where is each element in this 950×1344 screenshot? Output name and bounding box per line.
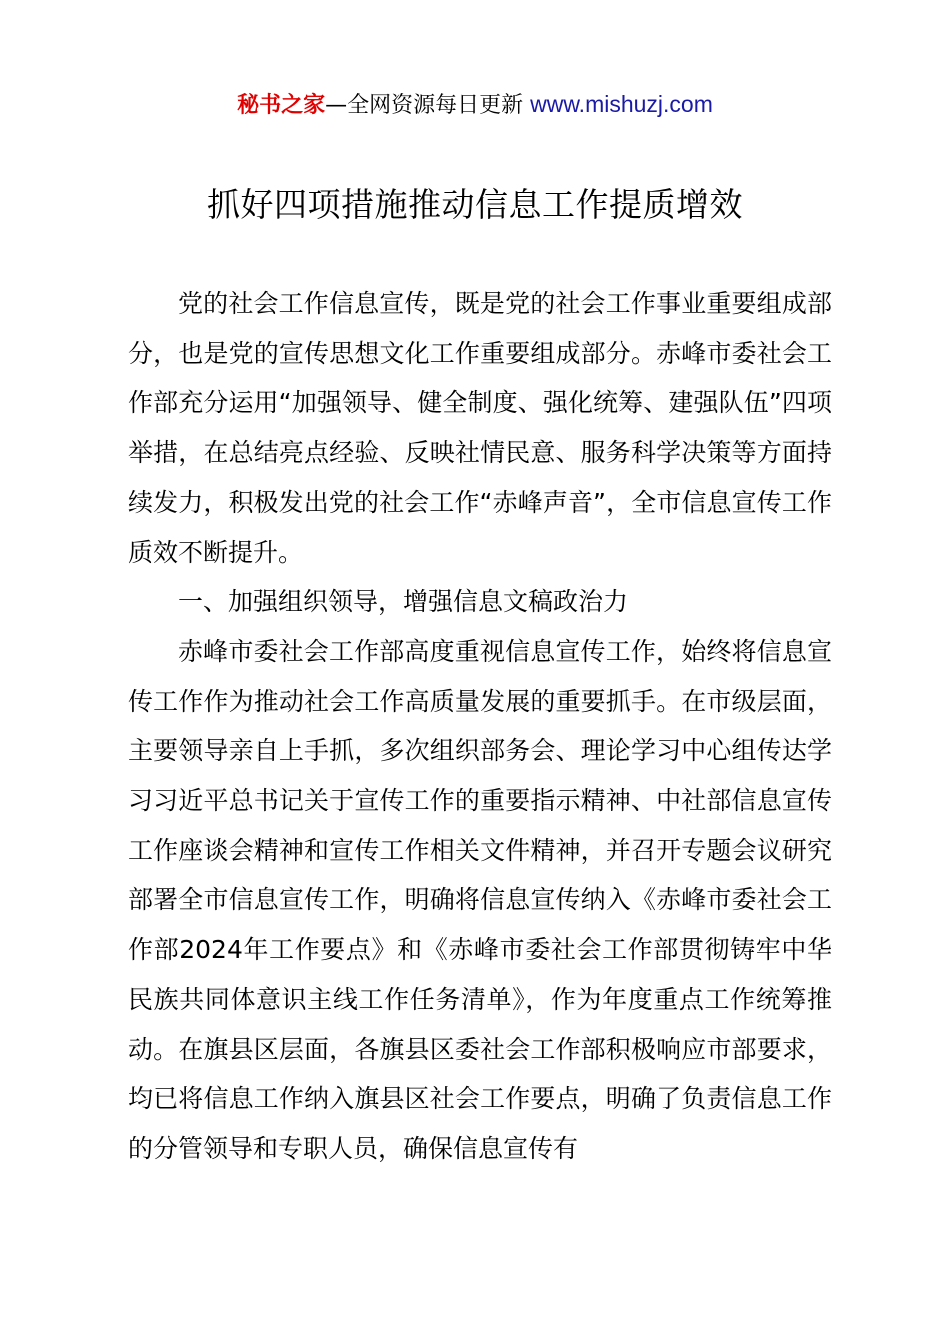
section-1-heading: 一、加强组织领导，增强信息文稿政治力	[178, 587, 629, 617]
page-header	[0, 86, 950, 124]
brand-name: 秘书之家	[237, 93, 326, 118]
header-slogan: —全网资源每日更新	[325, 93, 524, 118]
site-link[interactable]: www.mishuzj.com	[530, 91, 713, 117]
intro-paragraph: 党的社会工作信息宣传，既是党的社会工作事业重要组成部分，也是党的宣传思想文化工作重要组成部分。赤峰市委社会工作部充分运用“加强领导、健全制度、强化统筹、建强队伍”四项举措，在总结亮点经验、反映社情民意、服务科学决策等方面持续发力，积极发出党的社会工作“赤峰声音”，全市信息宣传工作质效不断提升。	[128, 289, 832, 567]
document-body	[128, 279, 832, 1174]
section-1-paragraph: 赤峰市委社会工作部高度重视信息宣传工作，始终将信息宣传工作作为推动社会工作高质量发展的重要抓手。在市级层面，主要领导亲自上手抓，多次组织部务会、理论学习中心组传达学习习近平总书记关于宣传工作的重要指示精神、中社部信息宣传工作座谈会精神和宣传工作相关文件精神，并召开专题会议研究部署全市信息宣传工作，明确将信息宣传纳入《赤峰市委社会工作部2024年工作要点》和《赤峰市委社会工作部贯彻铸牢中华民族共同体意识主线工作任务清单》，作为年度重点工作统筹推动。在旗县区层面，各旗县区委社会工作部积极响应市部要求，均已将信息工作纳入旗县区社会工作要点，明确了负责信息工作的分管领导和专职人员，确保信息宣传有	[128, 636, 832, 1163]
document-title: 抓好四项措施推动信息工作提质增效	[207, 185, 743, 224]
